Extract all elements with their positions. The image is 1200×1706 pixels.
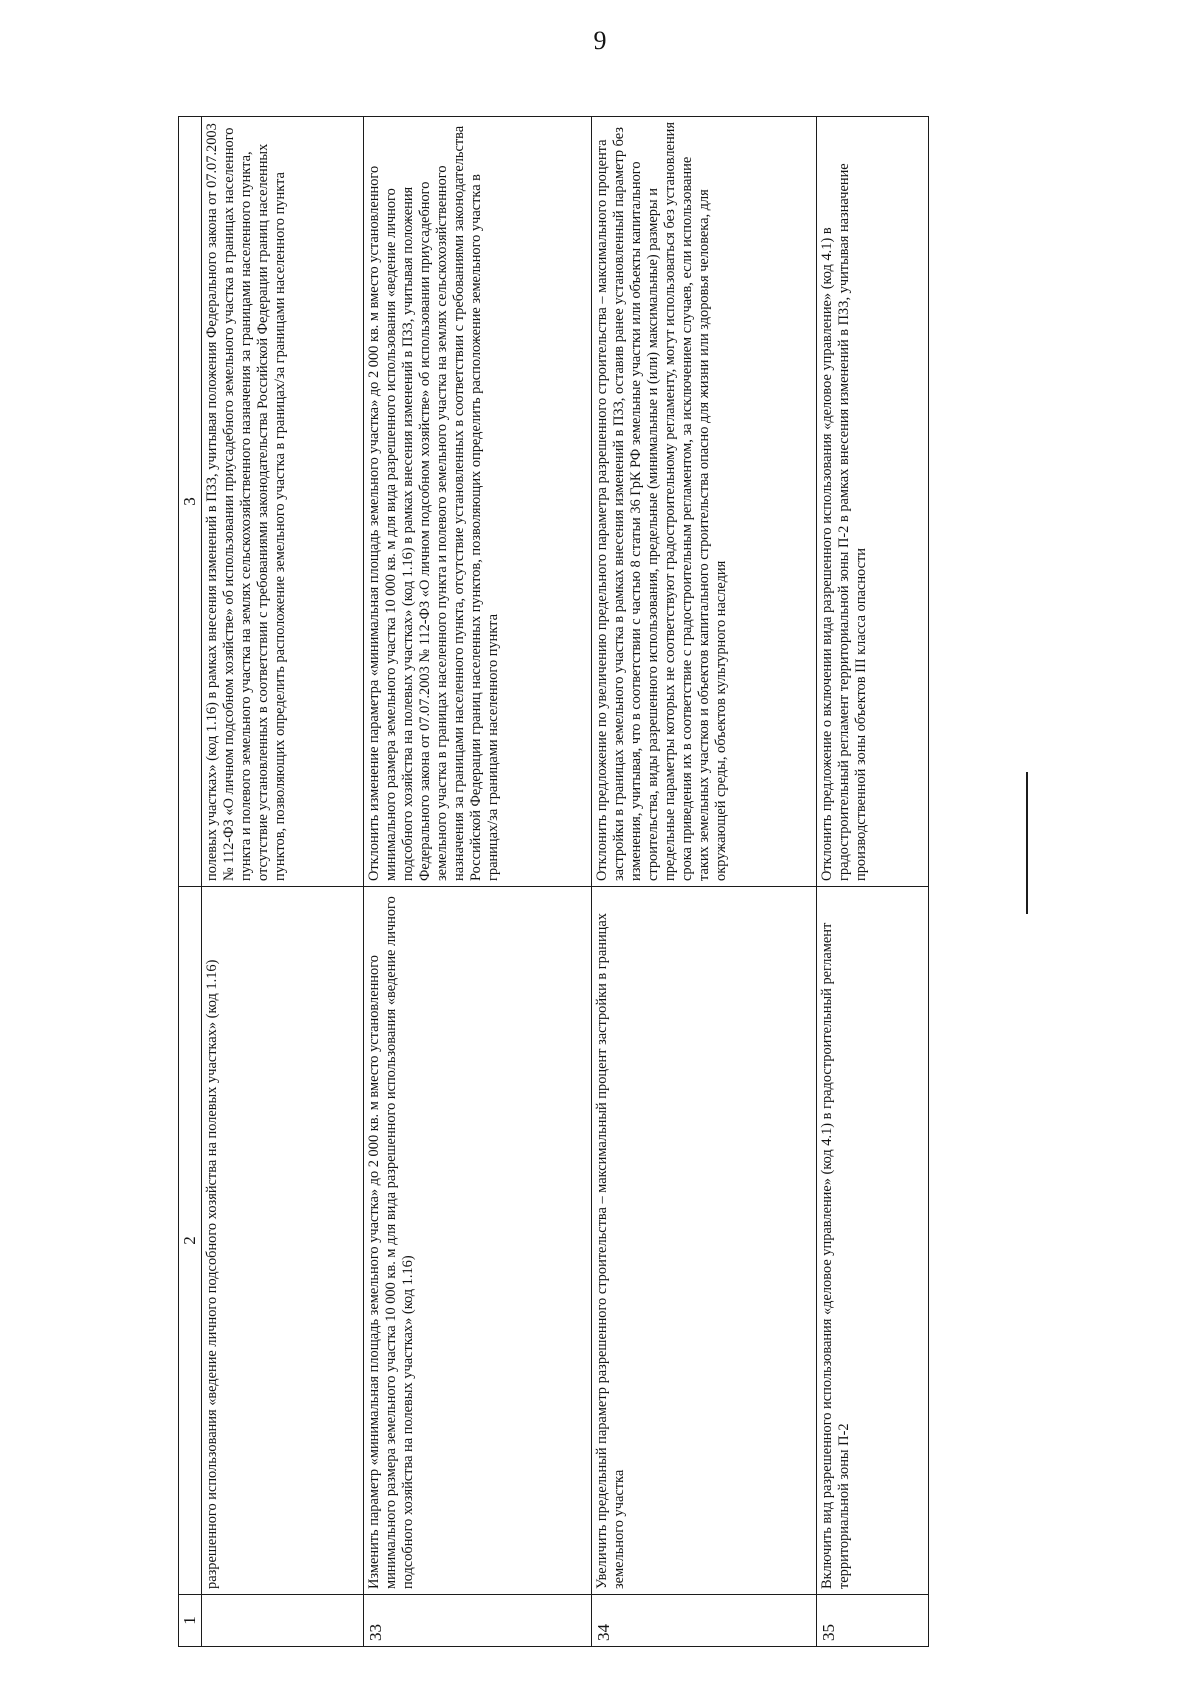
rotated-table-container [178, 117, 1038, 1647]
row-decision: полевых участках» (код 1.16) в рамках внесения изменений в ПЗЗ, учитывая положения Федерального закона от 07.07.2003 № 112-ФЗ «О личном подсобном хозяйстве» об использовании приусадебного земельного участка в границах населенного пункта и полевого земельного участка на землях сельскохозяйственного назначения за границами населенного пункта, отсутствие установленных в соответствии с требованиями законодательства Российской Федерации границ населенных пунктов, позволяющих определить расположение земельного участка в границах/за границами населенного пункта [202, 117, 364, 887]
table-row [364, 117, 592, 1647]
proposals-table [178, 116, 929, 1647]
row-decision: Отклонить изменение параметра «минимальная площадь земельного участка» до 2 000 кв. м вместо установленного минимального размера земельного участка 10 000 кв. м для вида разрешенного использования «ведение личного подсобного хозяйства на полевых участках» (код 1.16) в рамках внесения изменений в ПЗЗ, учитывая положения Федерального закона от 07.07.2003 № 112-ФЗ «О личном подсобном хозяйстве» об использовании приусадебного земельного участка в границах населенного пункта и полевого земельного участка на землях сельскохозяйственного назначения за границами населенного пункта, отсутствие установленных в соответствии с требованиями законодательства Российской Федерации границ населенных пунктов, позволяющих определить расположение земельного участка в границах/за границами населенного пункта [364, 117, 592, 887]
row-proposal: разрешенного использования «ведение личного подсобного хозяйства на полевых участках» (код 1.16) [202, 887, 364, 1595]
row-decision: Отклонить предложение по увеличению предельного параметра разрешенного строительства – максимального процента застройки в границах земельного участка в рамках внесения изменений в ПЗЗ, оставив ранее установленный параметр без изменения, учитывая, что в соответствии с частью 8 статьи 36 ГрК РФ земельные участки или объекты капитального строительства, виды разрешенного использования, предельные (минимальные и (или) максимальные) размеры и предельные параметры которых не соответствуют градостроительному регламенту, могут использоваться без установления срока приведения их в соответствие с градостроительным регламентом, за исключением случаев, если использование таких земельных участков и объектов капитального строительства опасно для жизни или здоровья человека, для окружающей среды, объектов культурного наследия [592, 117, 817, 887]
row-proposal: Изменить параметр «минимальная площадь земельного участка» до 2 000 кв. м вместо установленного минимального размера земельного участка 10 000 кв. м для вида разрешенного использования «ведение личного подсобного хозяйства на полевых участках» (код 1.16) [364, 887, 592, 1595]
table-row [592, 117, 817, 1647]
row-proposal: Включить вид разрешенного использования «деловое управление» (код 4.1) в градостроительный регламент территориальной зоны П-2 [817, 887, 929, 1595]
header-col-3: 3 [179, 117, 202, 887]
row-number [202, 1595, 364, 1647]
row-number: 33 [364, 1595, 592, 1647]
row-number: 34 [592, 1595, 817, 1647]
table-header-row [179, 117, 202, 1647]
end-of-document-rule [1026, 772, 1028, 914]
table-row [202, 117, 364, 1647]
header-col-1: 1 [179, 1595, 202, 1647]
table-row [817, 117, 929, 1647]
row-number: 35 [817, 1595, 929, 1647]
row-proposal: Увеличить предельный параметр разрешенного строительства – максимальный процент застройки в границах земельного участка [592, 887, 817, 1595]
header-col-2: 2 [179, 887, 202, 1595]
page-number: 9 [593, 26, 607, 55]
row-decision: Отклонить предложение о включении вида разрешенного использования «деловое управление» (код 4.1) в градостроительный регламент территориальной зоны П-2 в рамках внесения изменений в ПЗЗ, учитывая назначение производственной зоны объектов III класса опасности [817, 117, 929, 887]
